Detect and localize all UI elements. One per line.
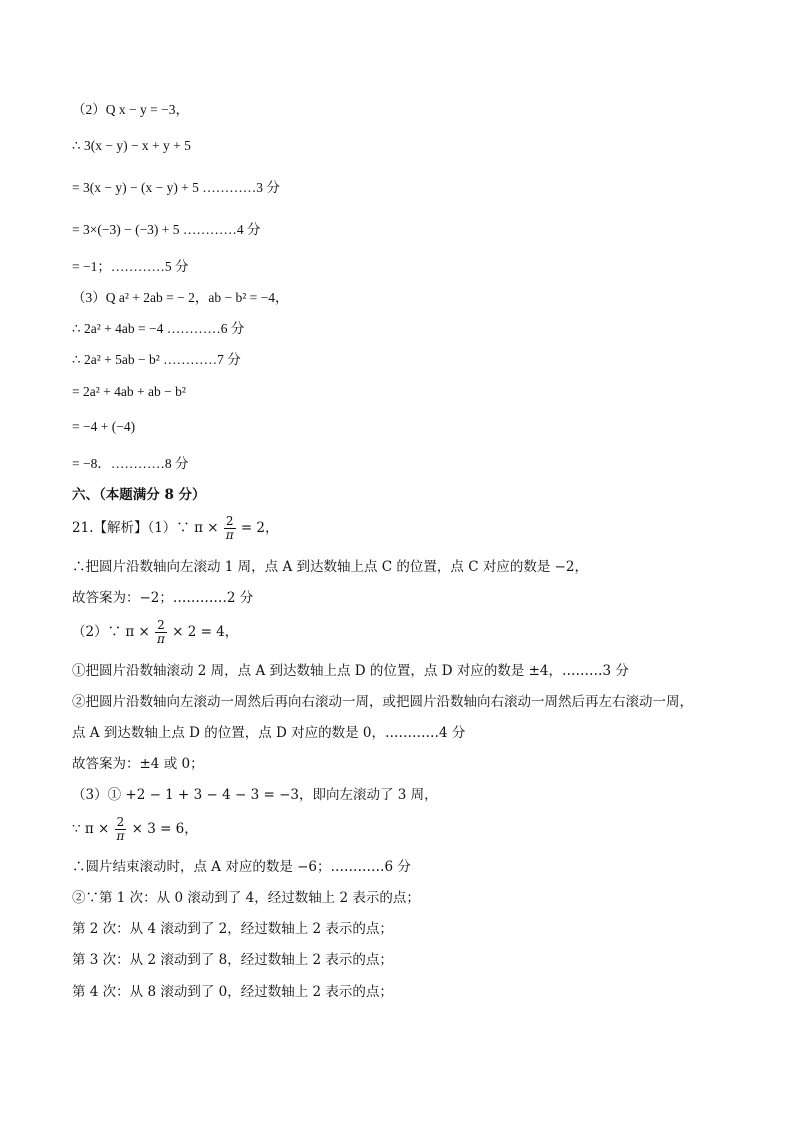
line-21-answer-1: 故答案为：−2；…………2 分 (72, 590, 254, 606)
fraction: $\frac{2}{\pi}$ (116, 815, 125, 843)
line-step-3: = 3(x − y) − (x − y) + 5 …………3 分 (72, 180, 280, 195)
line-21-roll-2: 第 2 次：从 4 滚动到了 2，经过数轴上 2 表示的点； (72, 921, 393, 937)
line-21-3: （3）① +2 − 1 + 3 − 4 − 3 = −3，即向左滚动了 3 周， (72, 787, 438, 803)
line-21-roll-1: ②∵第 1 次：从 0 滚动到了 4，经过数轴上 2 表示的点； (72, 890, 420, 906)
line-21-roll-4: 第 4 次：从 8 滚动到了 0，经过数轴上 2 表示的点； (72, 984, 393, 1000)
line-21-roll-left: ∴把圆片沿数轴向左滚动 1 周，点 A 到达数轴上点 C 的位置，点 C 对应的数是 −2， (72, 559, 589, 575)
line-21-1: 21.【解析】（1）∵ π × $\frac{2}{\pi}$ = 2， (72, 514, 279, 542)
line-21-case-1: ①把圆片沿数轴滚动 2 周，点 A 到达数轴上点 D 的位置，点 D 对应的数是 ±4，………3 分 (72, 663, 629, 679)
line-step-5: = −1；…………5 分 (72, 259, 189, 274)
line-21-roll-3: 第 3 次：从 2 滚动到了 8，经过数轴上 2 表示的点； (72, 952, 393, 968)
fraction: $\frac{2}{\pi}$ (225, 514, 234, 542)
line-sum: = −4 + (−4) (72, 419, 136, 434)
section-heading: 六、（本题满分 8 分） (72, 487, 206, 503)
line-step-4: = 3×(−3) − (−3) + 5 …………4 分 (72, 222, 261, 237)
line-step-6: ∴ 2a² + 4ab = −4 …………6 分 (72, 321, 245, 336)
line-expand: = 2a² + 4ab + ab − b² (72, 384, 186, 399)
line-step-8: = −8．…………8 分 (72, 456, 189, 471)
line-21-case-2: ②把圆片沿数轴向左滚动一周然后再向右滚动一周，或把圆片沿数轴向右滚动一周然后再左右滚动一周， (72, 694, 693, 710)
line-3-given: （3）Q a² + 2ab = − 2，ab − b² = −4， (72, 290, 289, 305)
line-21-answer-2: 故答案为：±4 或 0； (72, 756, 204, 772)
line-2-given: （2）Q x − y = −3， (72, 102, 189, 117)
line-21-2: （2）∵ π × $\frac{2}{\pi}$ × 2 = 4， (72, 618, 239, 646)
line-21-case-2-cont: 点 A 到达数轴上点 D 的位置，点 D 对应的数是 0，…………4 分 (72, 725, 466, 741)
line-21-3-calc: ∵ π × $\frac{2}{\pi}$ × 3 = 6， (72, 815, 198, 843)
line-step-7: ∴ 2a² + 5ab − b² …………7 分 (72, 352, 241, 367)
line-21-3-result: ∴圆片结束滚动时，点 A 对应的数是 −6；…………6 分 (72, 859, 411, 875)
line-therefore-expr: ∴ 3(x − y) − x + y + 5 (72, 138, 191, 153)
fraction: $\frac{2}{\pi}$ (157, 618, 165, 646)
